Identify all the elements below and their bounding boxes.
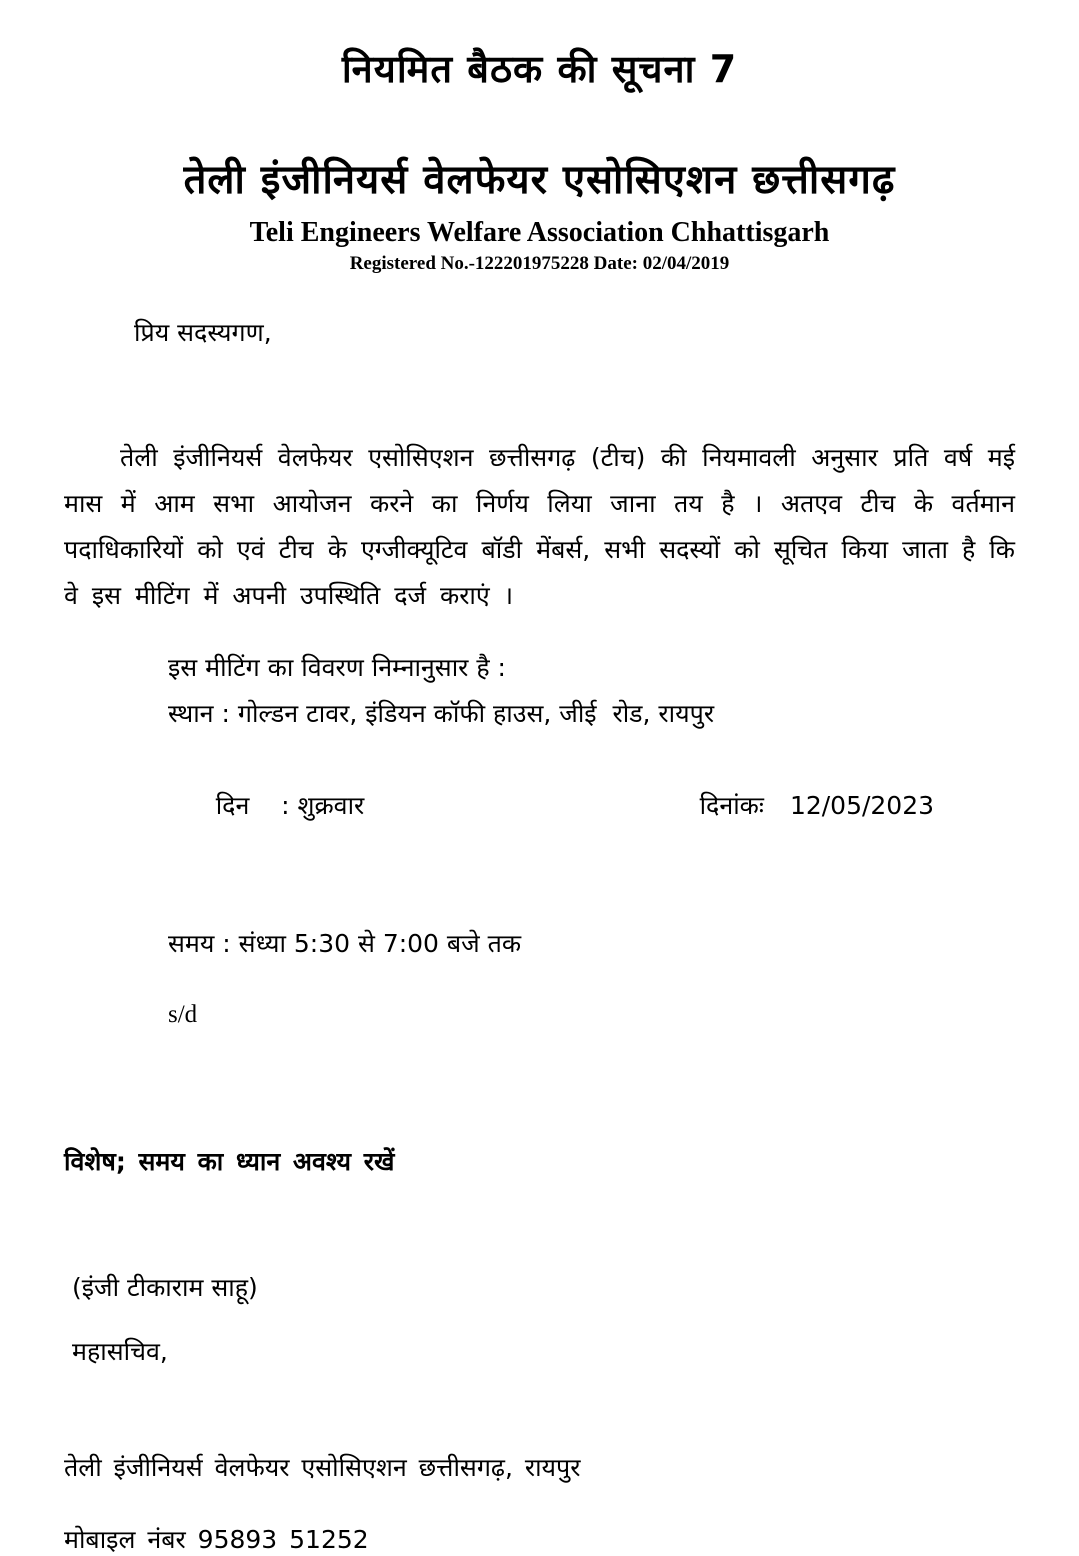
date-value: 12/05/2023 [789,791,935,820]
salutation: प्रिय सदस्यगण, [134,318,272,347]
special-note: विशेष; समय का ध्यान अवश्य रखें [64,1147,395,1176]
org-footer-line: तेली इंजीनियर्स वेलफेयर एसोसिएशन छत्तीसगढ़, रायपुर [64,1453,581,1482]
signatory-title: महासचिव, [72,1337,168,1366]
date-group [636,737,934,875]
org-name-english: Teli Engineers Welfare Association Chhattisgarh [249,217,830,248]
notice-title: नियमित बैठक की सूचना 7 [341,47,738,91]
org-name-hindi: तेली इंजीनियर्स वेलफेयर एसोसिएशन छत्तीसगढ़ [183,157,896,203]
mobile-number-line: मोबाइल नंबर 95893 51252 [64,1525,369,1554]
registration-line: Registered No.-122201975228 Date: 02/04/2019 [349,253,730,274]
day-line: दिन : शुक्रवार [215,791,365,820]
signed-abbrev: s/d [168,1001,198,1028]
meeting-details-block [168,645,1015,967]
date-label: दिनांकः [699,791,764,820]
venue-line: स्थान : गोल्डन टावर, इंडियन कॉफी हाउस, जीई रोड, रायपुर [168,699,715,728]
time-line: समय : संध्या 5:30 से 7:00 बजे तक [168,929,522,958]
signatory-name: (इंजी टीकाराम साहू) [72,1273,258,1302]
meeting-intro-line: इस मीटिंग का विवरण निम्नानुसार है : [168,653,506,682]
day-date-line [168,737,1015,921]
body-paragraph: तेली इंजीनियर्स वेलफेयर एसोसिएशन छत्तीसगढ़ (टीच) की नियमावली अनुसार प्रति वर्ष मई मास में आम सभा आयोजन करने का निर्णय लिया जाना तय है । अतएव टीच के वर्तमान पदाधिकारियों को एवं टीच के एग्जीक्यूटिव बॉडी मेंबर्स, सभी सदस्यों को सूचित किया जाता है कि वे इस मीटिंग में अपनी उपस्थिति दर्ज कराएं । [64,443,1015,610]
